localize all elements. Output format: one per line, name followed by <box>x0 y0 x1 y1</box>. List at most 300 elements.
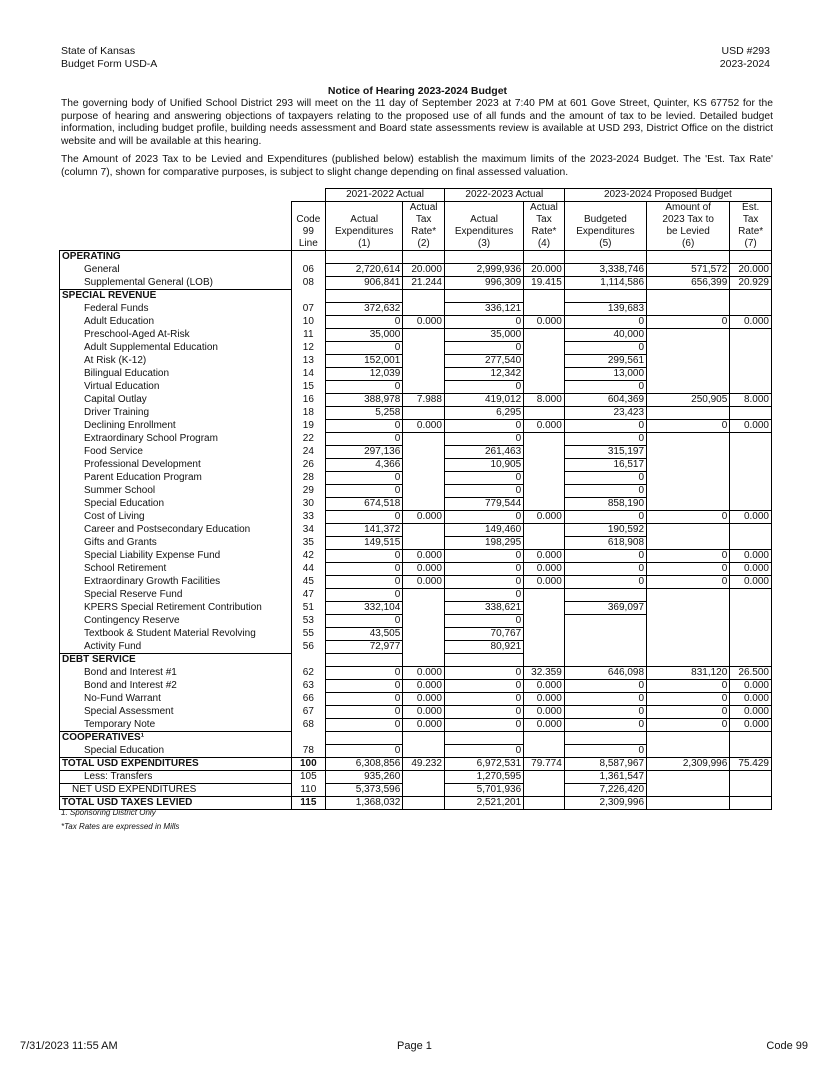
value-cell-b5: 1,114,586 <box>564 277 646 290</box>
value-cell-a3: 6,972,531 <box>444 758 523 771</box>
fund-name: Gifts and Grants <box>60 537 292 550</box>
value-cell-b5 <box>564 251 646 264</box>
value-cell-r4: 0.000 <box>524 693 565 706</box>
value-cell-r7 <box>730 407 772 420</box>
col6-header-2: 2023 Tax to <box>647 214 730 226</box>
fund-name: Bond and Interest #2 <box>60 680 292 693</box>
value-cell-b5: 0 <box>564 433 646 446</box>
fund-name: Adult Education <box>60 316 292 329</box>
value-cell-a3: 2,521,201 <box>444 797 523 810</box>
value-cell-a1: 35,000 <box>326 329 403 342</box>
value-cell-b5 <box>564 732 646 745</box>
code-cell: 51 <box>291 602 326 615</box>
value-cell-a3 <box>444 251 523 264</box>
value-cell-r4: 0.000 <box>524 706 565 719</box>
value-cell-r2 <box>403 745 445 758</box>
value-cell-r4 <box>524 303 565 316</box>
value-cell-a1: 1,368,032 <box>326 797 403 810</box>
value-cell-a3: 0 <box>444 706 523 719</box>
value-cell-a3: 35,000 <box>444 329 523 342</box>
table-row <box>60 277 772 290</box>
value-cell-r2 <box>403 602 445 615</box>
table-row <box>60 615 772 628</box>
value-cell-r4 <box>524 407 565 420</box>
col6-number: (6) <box>647 238 730 251</box>
value-cell-r4: 0.000 <box>524 316 565 329</box>
code-cell: 30 <box>291 498 326 511</box>
code-cell: 68 <box>291 719 326 732</box>
value-cell-a1: 0 <box>326 550 403 563</box>
table-row <box>60 381 772 394</box>
fund-name: Declining Enrollment <box>60 420 292 433</box>
value-cell-r2 <box>403 784 445 797</box>
col5-number: (5) <box>564 238 646 251</box>
value-cell-r4 <box>524 784 565 797</box>
value-cell-b5: 0 <box>564 693 646 706</box>
col1-number: (1) <box>326 238 403 251</box>
footnote-sponsoring: 1. Sponsoring District Only <box>61 808 156 817</box>
value-cell-r7 <box>730 485 772 498</box>
value-cell-t6 <box>647 615 730 628</box>
footer-datetime: 7/31/2023 11:55 AM <box>20 1040 118 1052</box>
value-cell-a1: 0 <box>326 433 403 446</box>
value-cell-r2 <box>403 537 445 550</box>
fund-name: Driver Training <box>60 407 292 420</box>
value-cell-t6 <box>647 329 730 342</box>
value-cell-r7 <box>730 654 772 667</box>
value-cell-a3: 996,309 <box>444 277 523 290</box>
value-cell-r7 <box>730 251 772 264</box>
section-heading: OPERATING <box>60 251 292 264</box>
value-cell-t6 <box>647 628 730 641</box>
value-cell-a1: 0 <box>326 680 403 693</box>
section-row <box>60 654 772 667</box>
code-cell: 110 <box>291 784 326 797</box>
value-cell-r2 <box>403 368 445 381</box>
fund-name: Extraordinary Growth Facilities <box>60 576 292 589</box>
value-cell-t6: 656,399 <box>647 277 730 290</box>
value-cell-a1: 149,515 <box>326 537 403 550</box>
value-cell-a3: 0 <box>444 472 523 485</box>
value-cell-r7 <box>730 329 772 342</box>
value-cell-r4 <box>524 745 565 758</box>
value-cell-r2: 0.000 <box>403 563 445 576</box>
value-cell-b5: 299,561 <box>564 355 646 368</box>
value-cell-r4 <box>524 589 565 602</box>
value-cell-a3: 0 <box>444 719 523 732</box>
value-cell-b5: 23,423 <box>564 407 646 420</box>
value-cell-b5: 0 <box>564 680 646 693</box>
value-cell-r7: 0.000 <box>730 719 772 732</box>
value-cell-t6 <box>647 472 730 485</box>
value-cell-r2 <box>403 446 445 459</box>
value-cell-b5 <box>564 628 646 641</box>
table-row <box>60 342 772 355</box>
value-cell-r7: 0.000 <box>730 420 772 433</box>
fund-name: Preschool-Aged At-Risk <box>60 329 292 342</box>
total-row <box>60 797 772 810</box>
value-cell-a3: 0 <box>444 485 523 498</box>
fund-name: Federal Funds <box>60 303 292 316</box>
value-cell-r7: 0.000 <box>730 563 772 576</box>
table-row <box>60 485 772 498</box>
value-cell-b5: 0 <box>564 381 646 394</box>
value-cell-b5: 3,338,746 <box>564 264 646 277</box>
table-row <box>60 472 772 485</box>
value-cell-r4 <box>524 381 565 394</box>
fund-name: TOTAL USD EXPENDITURES <box>60 758 292 771</box>
value-cell-t6: 0 <box>647 680 730 693</box>
value-cell-r7 <box>730 615 772 628</box>
fund-name: Summer School <box>60 485 292 498</box>
code-cell: 07 <box>291 303 326 316</box>
value-cell-r2: 0.000 <box>403 719 445 732</box>
col2-header-3: Rate* <box>403 226 445 238</box>
value-cell-a1: 152,001 <box>326 355 403 368</box>
value-cell-r4 <box>524 602 565 615</box>
value-cell-r7 <box>730 433 772 446</box>
code-cell: 10 <box>291 316 326 329</box>
table-row <box>60 329 772 342</box>
value-cell-r2 <box>403 498 445 511</box>
form-label: Budget Form USD-A <box>61 58 158 70</box>
value-cell-a1: 0 <box>326 420 403 433</box>
value-cell-t6 <box>647 290 730 303</box>
value-cell-r7 <box>730 472 772 485</box>
value-cell-a3: 336,121 <box>444 303 523 316</box>
table-row <box>60 264 772 277</box>
value-cell-r4: 19.415 <box>524 277 565 290</box>
value-cell-a1: 906,841 <box>326 277 403 290</box>
value-cell-t6 <box>647 524 730 537</box>
value-cell-r7 <box>730 784 772 797</box>
value-cell-r4: 20.000 <box>524 264 565 277</box>
value-cell-r4 <box>524 615 565 628</box>
code-cell: 35 <box>291 537 326 550</box>
table-row <box>60 459 772 472</box>
code-header-2: 99 <box>291 226 326 238</box>
col1-header: Actual <box>326 214 403 226</box>
value-cell-a3: 0 <box>444 433 523 446</box>
value-cell-a3: 0 <box>444 381 523 394</box>
value-cell-a1: 0 <box>326 563 403 576</box>
value-cell-r7: 0.000 <box>730 706 772 719</box>
value-cell-a3: 0 <box>444 420 523 433</box>
code-header-3: Line <box>291 238 326 251</box>
section-heading: COOPERATIVES¹ <box>60 732 292 745</box>
value-cell-r2: 0.000 <box>403 316 445 329</box>
value-cell-a1: 72,977 <box>326 641 403 654</box>
code-cell: 12 <box>291 342 326 355</box>
fund-name: Food Service <box>60 446 292 459</box>
table-row <box>60 537 772 550</box>
value-cell-r7 <box>730 745 772 758</box>
value-cell-b5: 2,309,996 <box>564 797 646 810</box>
value-cell-r7 <box>730 446 772 459</box>
value-cell-a3 <box>444 732 523 745</box>
table-row <box>60 589 772 602</box>
value-cell-t6 <box>647 537 730 550</box>
value-cell-a3: 779,544 <box>444 498 523 511</box>
value-cell-r7 <box>730 732 772 745</box>
value-cell-r7 <box>730 797 772 810</box>
value-cell-b5: 0 <box>564 550 646 563</box>
value-cell-r7 <box>730 628 772 641</box>
value-cell-r7: 0.000 <box>730 550 772 563</box>
fund-name: School Retirement <box>60 563 292 576</box>
value-cell-r7 <box>730 589 772 602</box>
value-cell-t6 <box>647 342 730 355</box>
col2-header: Actual <box>403 202 445 215</box>
value-cell-b5: 0 <box>564 342 646 355</box>
value-cell-a1: 6,308,856 <box>326 758 403 771</box>
fund-name: KPERS Special Retirement Contribution <box>60 602 292 615</box>
code-cell: 47 <box>291 589 326 602</box>
value-cell-r7 <box>730 381 772 394</box>
value-cell-a3: 2,999,936 <box>444 264 523 277</box>
value-cell-r4: 0.000 <box>524 719 565 732</box>
table-body <box>60 251 772 810</box>
code-cell: 11 <box>291 329 326 342</box>
footer-page-number: Page 1 <box>397 1040 432 1052</box>
value-cell-r2 <box>403 329 445 342</box>
value-cell-t6: 0 <box>647 719 730 732</box>
code-cell: 53 <box>291 615 326 628</box>
code-cell: 28 <box>291 472 326 485</box>
table-row <box>60 706 772 719</box>
value-cell-r7 <box>730 355 772 368</box>
value-cell-r7 <box>730 498 772 511</box>
col2-number: (2) <box>403 238 445 251</box>
code-cell: 63 <box>291 680 326 693</box>
table-row <box>60 498 772 511</box>
code-cell: 15 <box>291 381 326 394</box>
code-cell: 67 <box>291 706 326 719</box>
district-label: USD #293 <box>721 45 770 57</box>
value-cell-t6 <box>647 589 730 602</box>
value-cell-a1: 0 <box>326 576 403 589</box>
fund-name: Special Assessment <box>60 706 292 719</box>
col3-number: (3) <box>444 238 523 251</box>
value-cell-a3: 0 <box>444 342 523 355</box>
code-cell: 22 <box>291 433 326 446</box>
value-cell-r4: 0.000 <box>524 680 565 693</box>
value-cell-r7: 26.500 <box>730 667 772 680</box>
value-cell-r7 <box>730 537 772 550</box>
table-row <box>60 420 772 433</box>
value-cell-t6: 0 <box>647 550 730 563</box>
fund-name: NET USD EXPENDITURES <box>60 784 292 797</box>
value-cell-t6: 0 <box>647 316 730 329</box>
value-cell-t6: 2,309,996 <box>647 758 730 771</box>
value-cell-t6: 0 <box>647 576 730 589</box>
value-cell-t6: 0 <box>647 693 730 706</box>
value-cell-a1: 0 <box>326 706 403 719</box>
table-row <box>60 524 772 537</box>
code-cell: 08 <box>291 277 326 290</box>
value-cell-r2: 21.244 <box>403 277 445 290</box>
value-cell-r7: 0.000 <box>730 693 772 706</box>
value-cell-r2 <box>403 251 445 264</box>
value-cell-a3: 0 <box>444 680 523 693</box>
value-cell-r2 <box>403 628 445 641</box>
fund-name: Virtual Education <box>60 381 292 394</box>
value-cell-a1: 0 <box>326 342 403 355</box>
value-cell-r2: 0.000 <box>403 693 445 706</box>
value-cell-r4 <box>524 433 565 446</box>
value-cell-r7 <box>730 771 772 784</box>
value-cell-a3: 12,342 <box>444 368 523 381</box>
value-cell-r7: 75.429 <box>730 758 772 771</box>
value-cell-r2 <box>403 732 445 745</box>
value-cell-r7 <box>730 342 772 355</box>
code-cell: 29 <box>291 485 326 498</box>
table-row <box>60 680 772 693</box>
value-cell-a3: 0 <box>444 745 523 758</box>
value-cell-b5: 315,197 <box>564 446 646 459</box>
value-cell-a1: 0 <box>326 485 403 498</box>
value-cell-b5: 0 <box>564 745 646 758</box>
col7-number: (7) <box>730 238 772 251</box>
value-cell-t6 <box>647 433 730 446</box>
value-cell-b5: 0 <box>564 485 646 498</box>
code-cell: 13 <box>291 355 326 368</box>
value-cell-r7 <box>730 290 772 303</box>
value-cell-r4: 0.000 <box>524 511 565 524</box>
code-cell: 45 <box>291 576 326 589</box>
value-cell-t6 <box>647 641 730 654</box>
value-cell-t6 <box>647 732 730 745</box>
value-cell-a1: 935,260 <box>326 771 403 784</box>
col3-header: Actual <box>444 214 523 226</box>
table-row <box>60 446 772 459</box>
value-cell-a1: 0 <box>326 316 403 329</box>
value-cell-t6 <box>647 407 730 420</box>
value-cell-a1: 0 <box>326 381 403 394</box>
group-header-2023: 2023-2024 Proposed Budget <box>564 189 771 202</box>
code-cell: 55 <box>291 628 326 641</box>
value-cell-a3: 0 <box>444 589 523 602</box>
notice-paragraph: The governing body of Unified School District 293 will meet on the 11 day of September 2023 at 7:40 PM at 601 Gove Street, Quinter, KS 67752 for the purpose of hearing and answering objections of taxpayers relating to the proposed use of all funds and the amount of tax to be levied. Detailed budget information, including budget profile, building needs assessment and Board state assessments review is available at USD 293, District Office on the district website and will be available at this hearing. <box>61 98 773 147</box>
limits-paragraph: The Amount of 2023 Tax to be Levied and Expenditures (published below) establish the maximum limits of the 2023-2024 Budget. The 'Est. Tax Rate' (column 7), shown for comparative purposes, is subject to slight change depending on final assessed valuation. <box>61 154 773 178</box>
value-cell-b5 <box>564 615 646 628</box>
value-cell-t6 <box>647 498 730 511</box>
value-cell-r2: 0.000 <box>403 667 445 680</box>
value-cell-r4: 0.000 <box>524 550 565 563</box>
group-header-2022: 2022-2023 Actual <box>444 189 564 202</box>
value-cell-r2 <box>403 290 445 303</box>
value-cell-a3: 0 <box>444 316 523 329</box>
col4-header-2: Tax <box>524 214 565 226</box>
value-cell-a3: 338,621 <box>444 602 523 615</box>
state-label: State of Kansas <box>61 45 136 57</box>
value-cell-b5: 16,517 <box>564 459 646 472</box>
value-cell-t6: 571,572 <box>647 264 730 277</box>
section-row <box>60 290 772 303</box>
value-cell-a3: 80,921 <box>444 641 523 654</box>
value-cell-t6 <box>647 771 730 784</box>
fund-name: Career and Postsecondary Education <box>60 524 292 537</box>
value-cell-b5: 0 <box>564 563 646 576</box>
footnote-tax-rates: *Tax Rates are expressed in Mills <box>61 822 180 831</box>
table-row <box>60 667 772 680</box>
fund-name: Professional Development <box>60 459 292 472</box>
code-cell: 56 <box>291 641 326 654</box>
code-cell: 105 <box>291 771 326 784</box>
value-cell-r4 <box>524 641 565 654</box>
value-cell-b5: 13,000 <box>564 368 646 381</box>
value-cell-a1: 4,366 <box>326 459 403 472</box>
code-cell <box>291 290 326 303</box>
value-cell-a1: 388,978 <box>326 394 403 407</box>
code-cell: 19 <box>291 420 326 433</box>
value-cell-a1: 0 <box>326 719 403 732</box>
value-cell-r4: 79.774 <box>524 758 565 771</box>
value-cell-r2: 0.000 <box>403 706 445 719</box>
value-cell-r2 <box>403 433 445 446</box>
value-cell-r2 <box>403 654 445 667</box>
fund-name: Special Education <box>60 745 292 758</box>
value-cell-t6 <box>647 303 730 316</box>
fund-name: Special Reserve Fund <box>60 589 292 602</box>
value-cell-b5: 369,097 <box>564 602 646 615</box>
value-cell-t6 <box>647 381 730 394</box>
value-cell-r4 <box>524 797 565 810</box>
value-cell-t6 <box>647 251 730 264</box>
table-row <box>60 550 772 563</box>
value-cell-b5: 0 <box>564 719 646 732</box>
value-cell-b5: 0 <box>564 706 646 719</box>
code-cell: 16 <box>291 394 326 407</box>
col4-number: (4) <box>524 238 565 251</box>
value-cell-r4 <box>524 355 565 368</box>
code-cell: 24 <box>291 446 326 459</box>
fund-name: Special Liability Expense Fund <box>60 550 292 563</box>
value-cell-t6 <box>647 797 730 810</box>
fund-name: Less: Transfers <box>60 771 292 784</box>
table-row <box>60 407 772 420</box>
col4-header: Actual <box>524 202 565 215</box>
value-cell-a1: 12,039 <box>326 368 403 381</box>
value-cell-a3: 0 <box>444 511 523 524</box>
value-cell-a1: 0 <box>326 667 403 680</box>
value-cell-r7 <box>730 524 772 537</box>
code-cell <box>291 732 326 745</box>
value-cell-a1: 5,258 <box>326 407 403 420</box>
value-cell-b5 <box>564 290 646 303</box>
value-cell-r7: 0.000 <box>730 680 772 693</box>
col4-header-3: Rate* <box>524 226 565 238</box>
value-cell-r2 <box>403 355 445 368</box>
value-cell-r4 <box>524 290 565 303</box>
value-cell-r4 <box>524 628 565 641</box>
value-cell-r4 <box>524 472 565 485</box>
value-cell-b5: 646,098 <box>564 667 646 680</box>
value-cell-r4 <box>524 446 565 459</box>
value-cell-a3: 0 <box>444 563 523 576</box>
fund-name: Contingency Reserve <box>60 615 292 628</box>
value-cell-t6: 250,905 <box>647 394 730 407</box>
value-cell-r4: 0.000 <box>524 420 565 433</box>
value-cell-t6 <box>647 368 730 381</box>
fund-name: Supplemental General (LOB) <box>60 277 292 290</box>
document-header-right <box>720 45 770 71</box>
value-cell-b5 <box>564 654 646 667</box>
table-row <box>60 433 772 446</box>
fund-name: At Risk (K-12) <box>60 355 292 368</box>
value-cell-b5 <box>564 589 646 602</box>
value-cell-a3: 419,012 <box>444 394 523 407</box>
